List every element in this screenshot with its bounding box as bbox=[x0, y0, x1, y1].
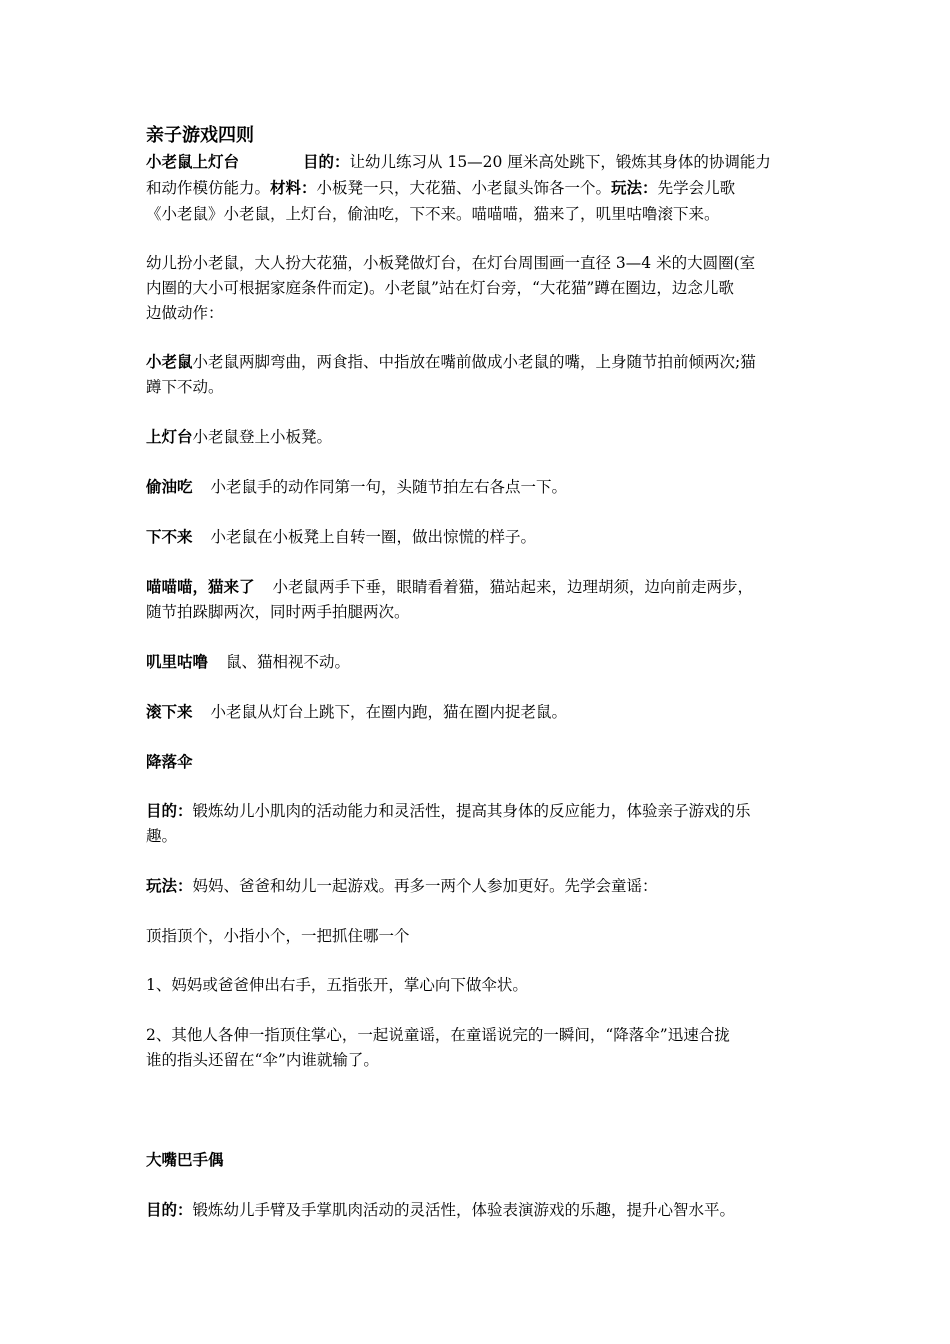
step-label: 上灯台 bbox=[146, 428, 193, 446]
game2-play-label: 玩法： bbox=[146, 877, 193, 895]
game1-setup-1: 幼儿扮小老鼠，大人扮大花猫，小板凳做灯台，在灯台周围画一直径 3—4 米的大圆圈(室 bbox=[146, 254, 756, 272]
game3-goal-text: 锻炼幼儿手臂及手掌肌肉活动的灵活性，体验表演游戏的乐趣，提升心智水平。 bbox=[192, 1201, 736, 1219]
game1-material-label: 材料： bbox=[270, 179, 317, 197]
game3-goal-label: 目的： bbox=[146, 1201, 193, 1219]
step-line bbox=[146, 477, 567, 497]
step-text-cont: 随节拍跺脚两次，同时两手拍腿两次。 bbox=[146, 603, 410, 621]
game2-step-2-cont: 谁的指头还留在“伞”内谁就输了。 bbox=[146, 1051, 379, 1069]
step-label: 滚下来 bbox=[146, 703, 193, 721]
game3-heading: 大嘴巴手偶 bbox=[146, 1151, 224, 1169]
game1-first-line bbox=[146, 152, 771, 172]
game2-goal-cont: 趣。 bbox=[146, 827, 178, 845]
step-line bbox=[146, 427, 332, 447]
game1-setup-2: 内圈的大小可根据家庭条件而定)。小老鼠”站在灯台旁，“大花猫”蹲在圈边，边念儿歌 bbox=[146, 279, 734, 297]
game2-goal-text: 锻炼幼儿小肌肉的活动能力和灵活性，提高其身体的反应能力，体验亲子游戏的乐 bbox=[192, 802, 751, 820]
game3-heading-line bbox=[146, 1150, 224, 1170]
game1-material-text: 小板凳一只，大花猫、小老鼠头饰各一个。 bbox=[316, 179, 612, 197]
step-text: 小老鼠从灯台上跳下，在圈内跑，猫在圈内捉老鼠。 bbox=[210, 703, 568, 721]
game2-goal-label: 目的： bbox=[146, 802, 193, 820]
game1-goal-label: 目的： bbox=[303, 153, 350, 171]
game1-goal-text: 让幼儿练习从 15—20 厘米高处跳下，锻炼其身体的协调能力 bbox=[349, 153, 771, 171]
game2-play-text: 妈妈、爸爸和幼儿一起游戏。再多一两个人参加更好。先学会童谣： bbox=[192, 877, 658, 895]
game1-second-line bbox=[146, 178, 735, 198]
step-text: 小老鼠两脚弯曲，两食指、中指放在嘴前做成小老鼠的嘴，上身随节拍前倾两次;猫 bbox=[192, 353, 756, 371]
step-label: 偷油吃 bbox=[146, 478, 193, 496]
game2-play-line bbox=[146, 876, 658, 896]
step-line bbox=[146, 702, 567, 722]
game1-rhyme: 《小老鼠》小老鼠，上灯台，偷油吃，下不来。喵喵喵，猫来了，叽里咕噜滚下来。 bbox=[146, 205, 720, 223]
game2-step-1: 1、妈妈或爸爸伸出右手，五指张开，掌心向下做伞状。 bbox=[146, 976, 528, 994]
step-line bbox=[146, 577, 753, 597]
step-label: 下不来 bbox=[146, 528, 193, 546]
step-label: 喵喵喵，猫来了 bbox=[146, 578, 255, 596]
game2-rhyme: 顶指顶个，小指小个，一把抓住哪一个 bbox=[146, 927, 410, 945]
game1-play-label: 玩法： bbox=[611, 179, 658, 197]
step-label: 小老鼠 bbox=[146, 353, 193, 371]
step-line bbox=[146, 352, 756, 372]
step-line bbox=[146, 527, 536, 547]
step-text: 小老鼠登上小板凳。 bbox=[192, 428, 333, 446]
step-text: 小老鼠在小板凳上自转一圈，做出惊慌的样子。 bbox=[210, 528, 537, 546]
game2-step-2: 2、其他人各伸一指顶住掌心，一起说童谣，在童谣说完的一瞬间，“降落伞”迅速合拢 bbox=[146, 1026, 730, 1044]
step-text: 小老鼠手的动作同第一句，头随节拍左右各点一下。 bbox=[210, 478, 568, 496]
game1-goal-text-cont: 和动作模仿能力。 bbox=[146, 179, 271, 197]
game1-heading: 小老鼠上灯台 bbox=[146, 153, 240, 171]
step-text-cont: 蹲下不动。 bbox=[146, 378, 224, 396]
game2-goal-line bbox=[146, 801, 751, 821]
game2-heading: 降落伞 bbox=[146, 753, 193, 771]
document-title: 亲子游戏四则 bbox=[146, 125, 254, 146]
step-line bbox=[146, 652, 350, 672]
game1-setup-3: 边做动作： bbox=[146, 304, 224, 322]
step-text: 小老鼠两手下垂，眼睛看着猫，猫站起来，边理胡须，边向前走两步， bbox=[272, 578, 754, 596]
game1-play-text: 先学会儿歌 bbox=[657, 179, 736, 197]
game3-goal-line bbox=[146, 1200, 735, 1220]
step-text: 鼠、猫相视不动。 bbox=[226, 653, 351, 671]
step-label: 叽里咕噜 bbox=[146, 653, 209, 671]
game2-heading-line bbox=[146, 752, 193, 772]
